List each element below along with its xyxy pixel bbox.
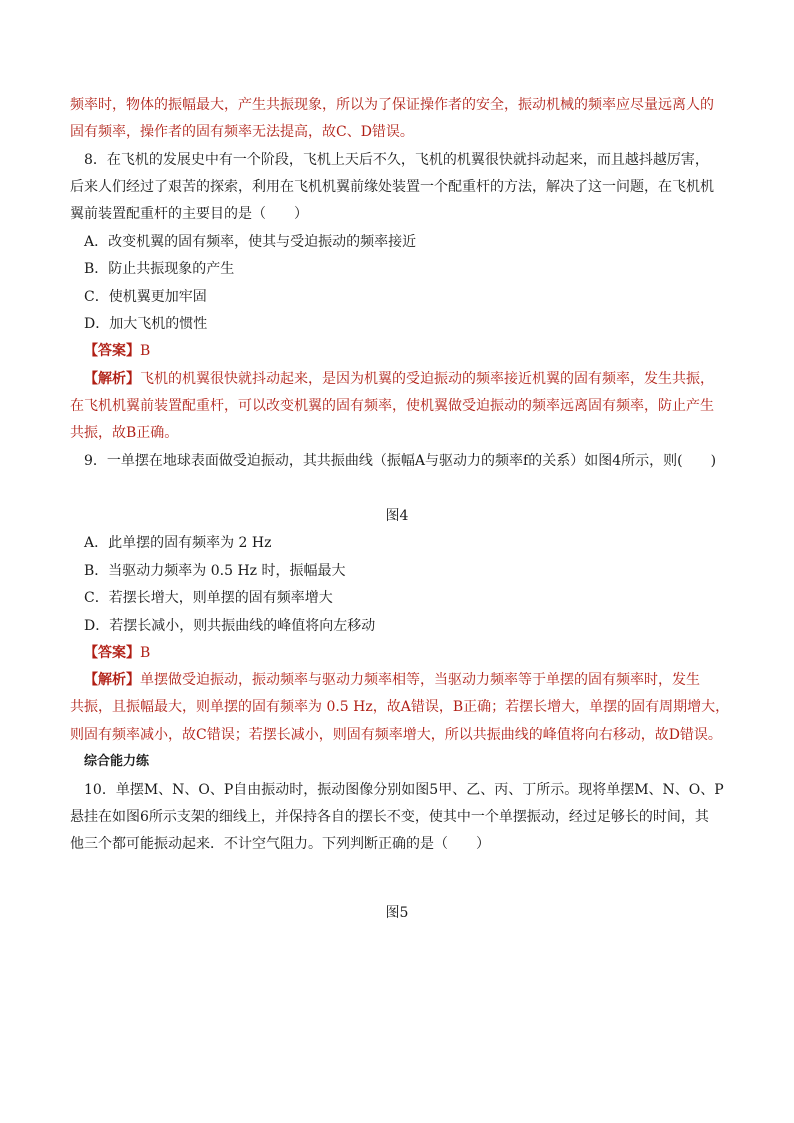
question-9-answer — [84, 644, 150, 662]
section-heading: 综合能力练 — [84, 754, 150, 769]
figure-4-caption: 图4 — [385, 508, 409, 524]
question-8-option-a: A．改变机翼的固有频率，使其与受迫振动的频率接近 — [84, 234, 417, 250]
question-8-line-3: 翼前装置配重杆的主要目的是（ ） — [70, 206, 308, 222]
explanation-tag: 【解析】 — [84, 371, 140, 387]
explanation-text: 单摆做受迫振动，振动频率与驱动力频率相等，当驱动力频率等于单摆的固有频率时，发生 — [140, 672, 700, 688]
question-8-explanation-line-1 — [84, 370, 714, 388]
question-10-line-3: 他三个都可能振动起来．不计空气阻力。下列判断正确的是（ ） — [70, 836, 490, 852]
question-8-line-1: 8．在飞机的发展史中有一个阶段，飞机上天后不久，飞机的机翼很快就抖动起来，而且越抖越厉害， — [84, 152, 709, 168]
figure-5-caption: 图5 — [385, 905, 409, 921]
question-9-explanation-line-2: 共振，且振幅最大，则单摆的固有频率为 0.5 Hz，故A错误，B正确；若摆长增大，单摆的固有周期增大， — [70, 699, 730, 715]
answer-value: B — [140, 343, 151, 359]
question-9-option-b: B．当驱动力频率为 0.5 Hz 时，振幅最大 — [84, 563, 346, 579]
question-8-option-c: C．使机翼更加牢固 — [84, 289, 207, 305]
question-8-explanation-line-3: 共振，故B正确。 — [70, 425, 179, 441]
question-10-line-1: 10．单摆M、N、O、P自由振动时，振动图像分别如图5甲、乙、丙、丁所示。现将单摆M、N、O、P — [84, 782, 724, 798]
prev-explanation-line-2: 固有频率，操作者的固有频率无法提高，故C、D错误。 — [70, 124, 414, 140]
question-9-explanation-line-3: 则固有频率减小，故C错误；若摆长减小，则固有频率增大，所以共振曲线的峰值将向右移动，故D错误。 — [70, 727, 722, 743]
question-9-explanation-line-1 — [84, 671, 700, 689]
explanation-tag: 【解析】 — [84, 672, 140, 688]
answer-tag: 【答案】 — [84, 645, 140, 661]
question-9-option-c: C．若摆长增大，则单摆的固有频率增大 — [84, 590, 333, 606]
prev-explanation-line-1: 频率时，物体的振幅最大，产生共振现象，所以为了保证操作者的安全，振动机械的频率应尽量远离人的 — [70, 97, 714, 113]
question-9-option-d: D．若摆长减小，则共振曲线的峰值将向左移动 — [84, 618, 376, 634]
question-9-line-1: 9．一单摆在地球表面做受迫振动，其共振曲线（振幅A与驱动力的频率f的关系）如图4所示，则( ) — [84, 453, 717, 469]
question-8-option-d: D．加大飞机的惯性 — [84, 316, 208, 332]
explanation-text: 飞机的机翼很快就抖动起来，是因为机翼的受迫振动的频率接近机翼的固有频率，发生共振， — [140, 371, 714, 387]
question-9-option-a: A．此单摆的固有频率为 2 Hz — [84, 535, 272, 551]
question-8-line-2: 后来人们经过了艰苦的探索，利用在飞机机翼前缘处装置一个配重杆的方法，解决了这一问题，在飞机机 — [70, 179, 714, 195]
answer-value: B — [140, 645, 151, 661]
question-8-answer — [84, 342, 150, 360]
answer-tag: 【答案】 — [84, 343, 140, 359]
question-10-line-2: 悬挂在如图6所示支架的细线上，并保持各自的摆长不变，使其中一个单摆振动，经过足够长的时间，其 — [70, 809, 709, 825]
question-8-explanation-line-2: 在飞机机翼前装置配重杆，可以改变机翼的固有频率，使机翼做受迫振动的频率远离固有频率，防止产生 — [70, 398, 714, 414]
question-8-option-b: B．防止共振现象的产生 — [84, 261, 235, 277]
